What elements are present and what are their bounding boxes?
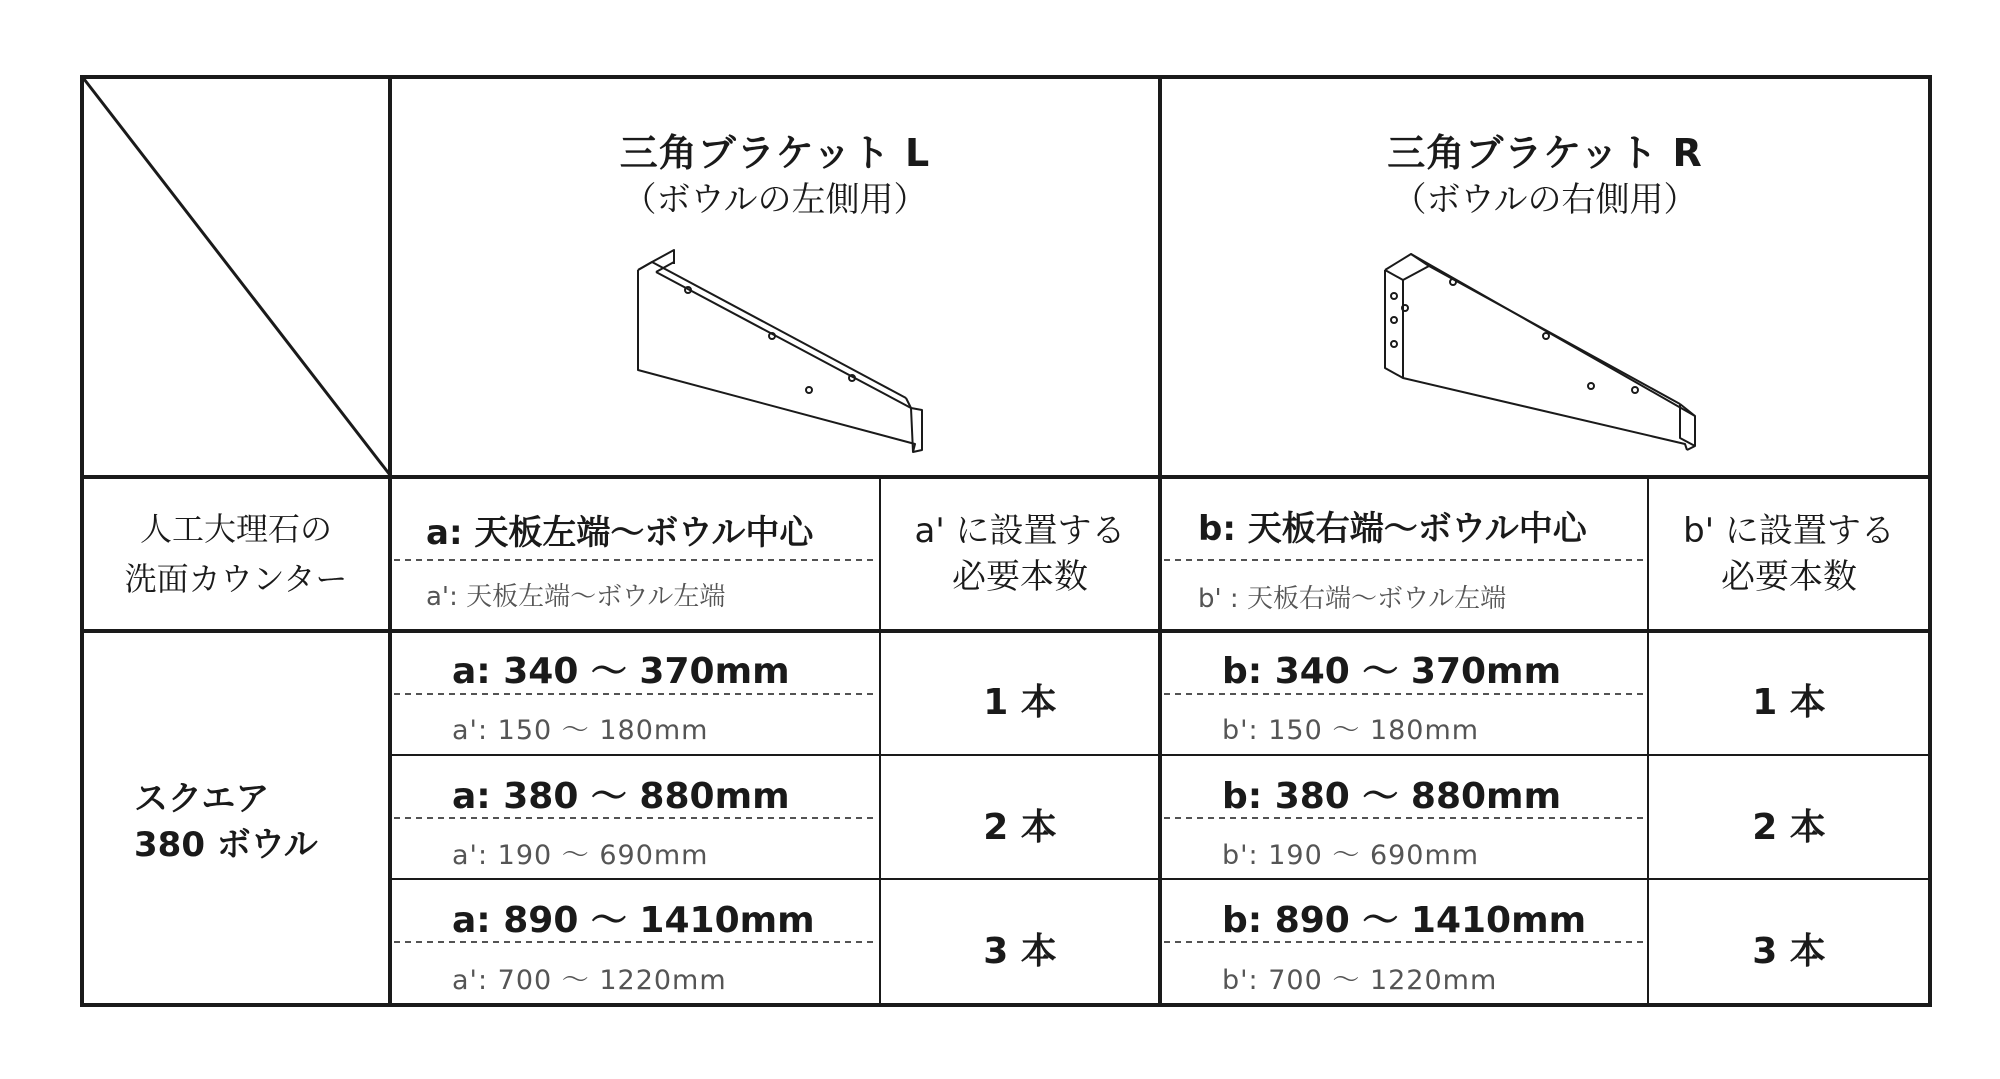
bracket-r-subtitle: （ボウルの右側用） [1392, 180, 1698, 220]
bracket-l-illustration [620, 240, 940, 460]
counter-label-line2: 洗面カウンター [124, 560, 348, 598]
table-row-1-b-qty: 1 本 [1752, 682, 1826, 723]
bracket-l-title: 三角ブラケット L [619, 131, 931, 175]
table-row-2-b: b: 380 〜 880mm [1222, 776, 1562, 817]
table-row-1-b: b: 340 〜 370mm [1222, 651, 1562, 692]
a-count-header-line2: 必要本数 [952, 557, 1088, 597]
table-row-1-a-sub: a': 150 〜 180mm [452, 715, 709, 746]
counter-label-line1: 人工大理石の [139, 510, 332, 548]
a-count-header-line1: a' に設置する [914, 511, 1126, 551]
table-row-3-a-qty: 3 本 [983, 931, 1057, 972]
product-name-line2: 380 ボウル [134, 825, 318, 865]
a-column-header: a: 天板左端〜ボウル中心 [426, 513, 814, 553]
b-count-header-line1: b' に設置する [1683, 511, 1895, 551]
table-row-2-b-sub: b': 190 〜 690mm [1222, 840, 1480, 871]
table-row-2-a: a: 380 〜 880mm [452, 776, 790, 817]
b-count-header-line2: 必要本数 [1721, 557, 1857, 597]
a-count-header [880, 508, 1160, 600]
b-column-header: b: 天板右端〜ボウル中心 [1198, 509, 1587, 549]
table-row-3-b: b: 890 〜 1410mm [1222, 900, 1587, 941]
product-name-line1: スクエア [134, 779, 270, 819]
counter-label [82, 504, 390, 604]
table-row-1-a: a: 340 〜 370mm [452, 651, 790, 692]
table-row-1-a-qty: 1 本 [983, 682, 1057, 723]
table-row-1-b-sub: b': 150 〜 180mm [1222, 715, 1480, 746]
table-row-3-b-sub: b': 700 〜 1220mm [1222, 965, 1498, 996]
bracket-r-illustration [1375, 240, 1715, 460]
table-row-3-a: a: 890 〜 1410mm [452, 900, 815, 941]
product-name [134, 776, 318, 868]
table-row-3-a-sub: a': 700 〜 1220mm [452, 965, 727, 996]
table-row-2-a-qty: 2 本 [983, 807, 1057, 848]
b-prime-column-header: b' : 天板右端〜ボウル左端 [1198, 584, 1507, 614]
table-row-2-b-qty: 2 本 [1752, 807, 1826, 848]
b-count-header [1648, 508, 1930, 600]
table-row-2-a-sub: a': 190 〜 690mm [452, 840, 709, 871]
table-row-3-b-qty: 3 本 [1752, 931, 1826, 972]
a-prime-column-header: a': 天板左端〜ボウル左端 [426, 582, 726, 612]
bracket-l-subtitle: （ボウルの左側用） [622, 180, 928, 220]
bracket-r-title: 三角ブラケット R [1387, 131, 1703, 175]
